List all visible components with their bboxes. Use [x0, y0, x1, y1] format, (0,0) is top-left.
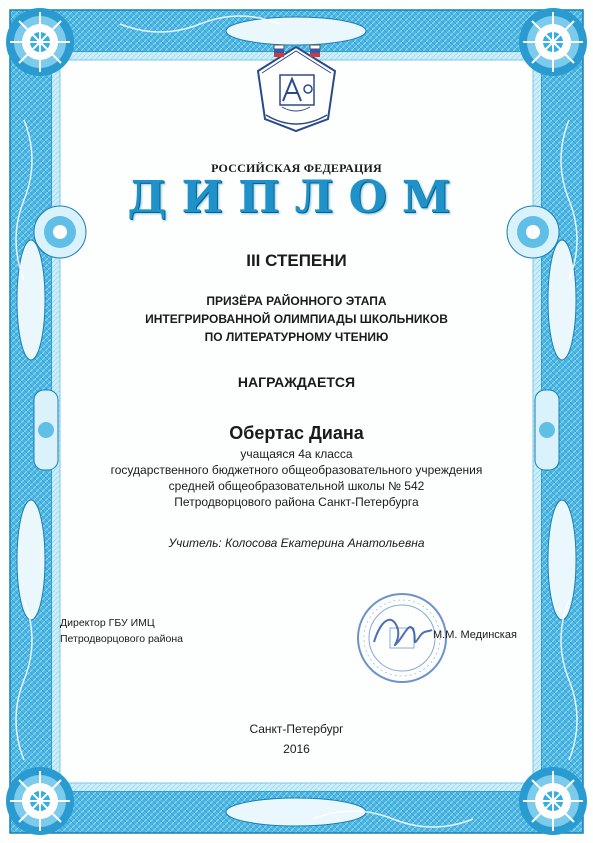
competition-line-3: ПО ЛИТЕРАТУРНОМУ ЧТЕНИЮ: [204, 330, 389, 344]
competition-line-2: ИНТЕГРИРОВАННОЙ ОЛИМПИАДЫ ШКОЛЬНИКОВ: [145, 312, 448, 326]
signatory-title-line-2: Петродворцового района: [60, 633, 183, 645]
country-label: РОССИЙСКАЯ ФЕДЕРАЦИЯ: [211, 161, 382, 175]
signatory-title: [60, 615, 183, 647]
issue-city: Санкт-Петербург: [249, 722, 344, 736]
diploma-title: ДИПЛОМ: [127, 172, 466, 223]
recipient-details: [0, 446, 593, 510]
signatory-title-line-1: Директор ГБУ ИМЦ: [60, 617, 155, 629]
awarded-label: НАГРАЖДАЕТСЯ: [237, 374, 356, 390]
recipient-class: учащаяся 4а класса: [240, 447, 353, 461]
issue-year: 2016: [283, 742, 310, 756]
recipient-school-line-1: государственного бюджетного общеобразовательного учреждения: [110, 463, 483, 477]
recipient-school-line-3: Петродворцового района Санкт-Петербурга: [174, 495, 419, 509]
signatory-name: М.М. Мединская: [433, 629, 517, 641]
recipient-school-line-2: средней общеобразовательной школы № 542: [168, 479, 425, 493]
recipient-name: Обертас Диана: [229, 423, 364, 443]
issue-place-date: [0, 719, 593, 759]
competition-description: [0, 292, 593, 346]
olympiad-emblem-icon: [248, 41, 345, 133]
competition-line-1: ПРИЗЁРА РАЙОННОГО ЭТАПА: [206, 294, 387, 308]
teacher-line: Учитель: Колосова Екатерина Анатольевна: [168, 536, 425, 550]
degree-label: III СТЕПЕНИ: [246, 251, 347, 270]
